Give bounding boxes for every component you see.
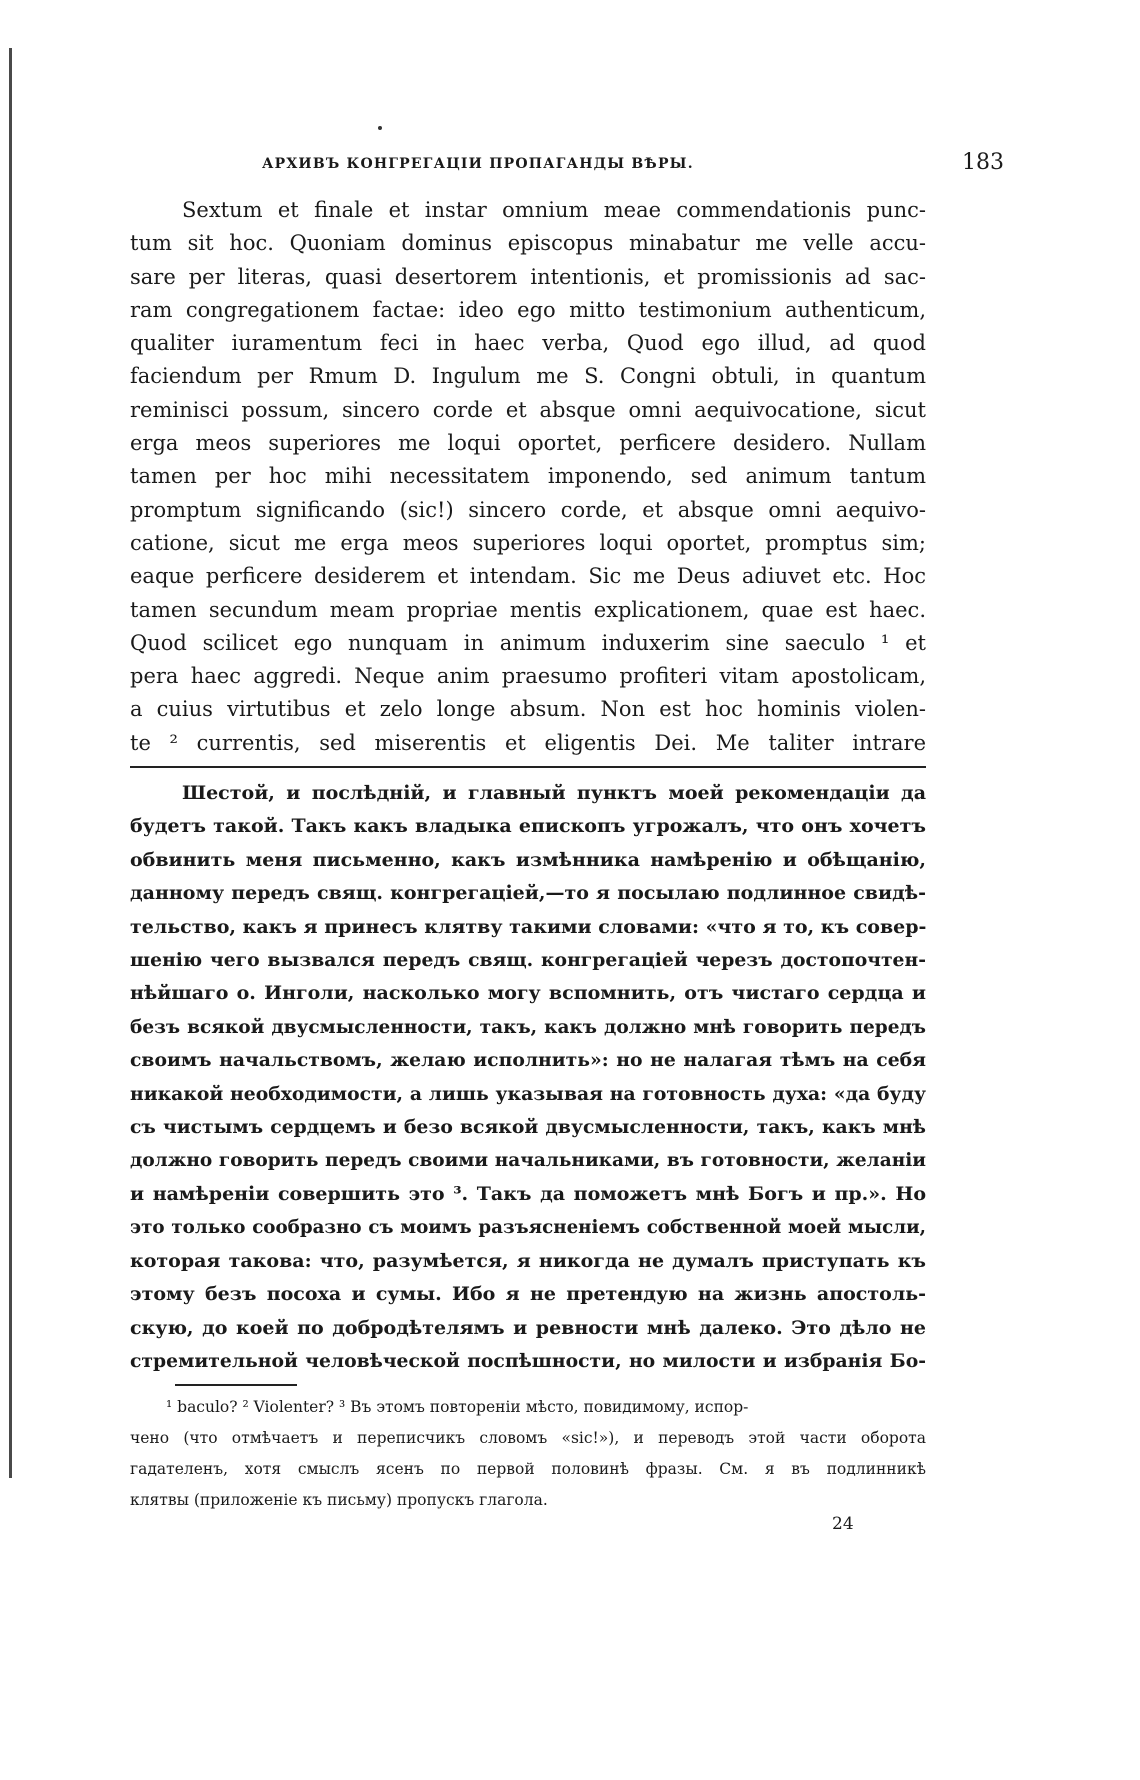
section-separator-rule <box>130 766 926 768</box>
russian-line: Шестой, и послѣдній, и главный пунктъ моей рекомендаціи да <box>182 782 926 804</box>
russian-line: которая такова: что, разумѣется, я никогда не думалъ приступать къ <box>130 1249 926 1272</box>
footnote-rule <box>175 1384 297 1386</box>
latin-line: catione, sicut me erga meos superiores loqui oportet, promptus sim; <box>130 530 926 555</box>
footnote-line: чено (что отмѣчаетъ и переписчикъ словомъ «sic!»), и переводъ этой части оборота <box>130 1429 926 1447</box>
latin-line: reminisci possum, sincero corde et absque omni aequivocatione, sicut <box>130 397 926 422</box>
russian-line: скую, до коей по добродѣтелямъ и ревности мнѣ далеко. Это дѣло не <box>130 1316 926 1339</box>
russian-line: безъ всякой двусмысленности, такъ, какъ должно мнѣ говорить передъ <box>130 1016 926 1038</box>
latin-line: erga meos superiores me loqui oportet, perficere desidero. Nullam <box>130 431 926 456</box>
latin-line: tamen per hoc mihi necessitatem imponendo, sed animum tantum <box>130 464 926 489</box>
latin-line: qualiter iuramentum feci in haec verba, Quod ego illud, ad quod <box>130 331 926 356</box>
latin-line: eaque perficere desiderem et intendam. Sic me Deus adiuvet etc. Hoc <box>130 564 926 589</box>
latin-paragraph <box>130 194 926 760</box>
latin-line: faciendum per Rmum D. Ingulum me S. Congni obtuli, in quantum <box>130 364 926 389</box>
latin-line: promptum significando (sic!) sincero corde, et absque omni aequivo- <box>130 497 926 522</box>
footnotes <box>130 1392 926 1516</box>
scan-edge-line <box>9 48 12 1478</box>
page-number: 183 <box>962 150 1004 175</box>
russian-line: тельство, какъ я принесъ клятву такими словами: «что я то, къ совер- <box>130 915 927 938</box>
russian-line: обвинить меня письменно, какъ измѣнника намѣренію и обѣщанію, <box>130 848 926 871</box>
latin-line: Quod scilicet ego nunquam in animum induxerim sine saeculo ¹ et <box>130 630 926 655</box>
scan-speck <box>378 126 382 130</box>
page-header <box>262 150 1004 180</box>
russian-line: своимъ начальствомъ, желаю исполнить»: но не налагая тѣмъ на себя <box>130 1049 926 1072</box>
russian-line: стремительной человѣческой поспѣшности, но милости и избранія Бо- <box>130 1349 926 1372</box>
russian-line: данному передъ свящ. конгрегаціей,—то я посылаю подлинное свидѣ- <box>130 882 926 905</box>
russian-line: никакой необходимости, а лишь указывая на готовность духа: «да буду <box>130 1082 926 1105</box>
running-head: АРХИВЪ КОНГРЕГАЦІИ ПРОПАГАНДЫ ВѢРЫ. <box>262 156 694 172</box>
latin-line: Sextum et finale et instar omnium meae commendationis punc- <box>182 198 926 222</box>
russian-line: и намѣреніи совершить это ³. Такъ да поможетъ мнѣ Богъ и пр.». Но <box>130 1182 926 1205</box>
russian-line: должно говорить передъ своими начальниками, въ готовности, желаніи <box>130 1150 926 1172</box>
russian-translation-paragraph <box>130 777 926 1378</box>
footnote-line: клятвы (приложеніе къ письму) пропускъ глагола. <box>130 1491 548 1509</box>
latin-line: te ² currentis, sed miserentis et eligentis Dei. Me taliter intrare <box>130 730 926 755</box>
latin-line: a cuius virtutibus et zelo longe absum. Non est hoc hominis violen- <box>130 697 926 722</box>
latin-line: sare per literas, quasi desertorem intentionis, et promissionis ad sac- <box>130 264 926 289</box>
latin-line: ram congregationem factae: ideo ego mitto testimonium authenticum, <box>130 297 926 322</box>
footnote-line: ¹ baculo? ² Violenter? ³ Въ этомъ повтореніи мѣсто, повидимому, испор- <box>166 1398 749 1416</box>
russian-line: съ чистымъ сердцемъ и безо всякой двусмысленности, такъ, какъ мнѣ <box>130 1116 926 1139</box>
russian-line: будетъ такой. Такъ какъ владыка епископъ угрожалъ, что онъ хочетъ <box>130 815 926 838</box>
signature-mark: 24 <box>832 1514 854 1534</box>
russian-line: нѣйшаго о. Инголи, насколько могу вспомнить, отъ чистаго сердца и <box>130 982 926 1005</box>
latin-line: pera haec aggredi. Neque anim praesumo profiteri vitam apostolicam, <box>130 664 926 689</box>
latin-line: tamen secundum meam propriae mentis explicationem, quae est haec. <box>130 597 926 622</box>
footnote-line: гадателенъ, хотя смыслъ ясенъ по первой половинѣ фразы. См. я въ подлинникѣ <box>130 1460 926 1478</box>
latin-line: tum sit hoc. Quoniam dominus episcopus minabatur me velle accu- <box>130 231 926 256</box>
russian-line: шенію чего вызвался передъ свящ. конгрегаціей черезъ достопочтен- <box>130 949 926 972</box>
russian-line: это только сообразно съ моимъ разъясненіемъ собственной моей мысли, <box>130 1217 926 1239</box>
russian-line: этому безъ посоха и сумы. Ибо я не претендую на жизнь апостоль- <box>130 1283 926 1306</box>
